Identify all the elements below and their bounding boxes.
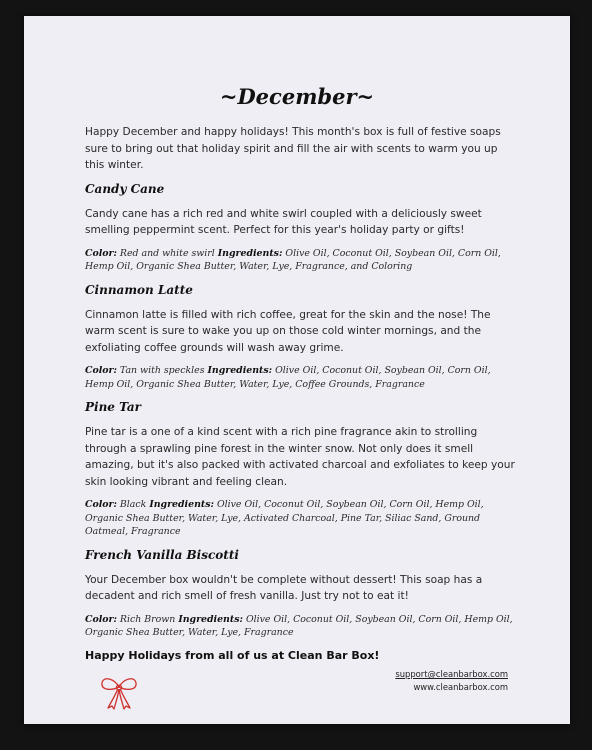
soap-section-pine-tar [85,400,517,539]
soap-section-french-vanilla-biscotti [85,548,517,640]
soap-description: Your December box wouldn't be complete without dessert! This soap has a decadent and rich smell of fresh vanilla. Just try not to eat it! [85,573,483,602]
intro-paragraph: Happy December and happy holidays! This month's box is full of festive soaps sure to bring out that holiday spirit and fill the air with scents to warm you up this winter. [85,126,501,171]
soap-heading: Pine Tar [85,400,141,414]
ingredients-label: Ingredients: [217,247,283,259]
soap-details [85,247,517,274]
soap-color: Red and white swirl [119,247,215,259]
soap-description: Candy cane has a rich red and white swirl coupled with a deliciously sweet smelling peppermint scent. Perfect for this year's holiday party or gifts! [85,207,482,236]
soap-description: Cinnamon latte is filled with rich coffee, great for the skin and the nose! The warm scent is sure to wake you up on those cold winter mornings, and the exfoliating coffee grounds will wash away grime. [85,308,491,354]
soap-section-candy-cane [85,182,517,274]
soap-heading: Cinnamon Latte [85,282,193,297]
soap-ingredients: Olive Oil, Coconut Oil, Soybean Oil, Corn Oil, Hemp Oil, Organic Shea Butter, Water, Lye, Fragrance [85,613,513,638]
ingredients-label: Ingredients: [149,499,214,510]
soap-ingredients: Olive Oil, Coconut Oil, Soybean Oil, Corn Oil, Hemp Oil, Organic Shea Butter, Water, Lye, Fragrance, and Coloring [85,247,501,272]
soap-color: Tan with speckles [119,365,205,376]
contact-email-link[interactable]: support@cleanbarbox.com [395,669,508,679]
color-label: Color: [85,247,117,259]
soap-details [85,364,517,391]
ingredients-label: Ingredients: [178,613,243,625]
ingredients-label: Ingredients: [207,365,273,376]
bow-icon [99,672,139,712]
soap-section-cinnamon-latte [85,283,517,392]
soap-details [85,498,517,539]
contact-block [395,668,508,694]
soap-color: Black [119,499,147,510]
page-title: ~December~ [219,84,375,109]
letter-body [85,124,517,649]
soap-ingredients: Olive Oil, Coconut Oil, Soybean Oil, Corn Oil, Hemp Oil, Organic Shea Butter, Water, Lye, Activated Charcoal, Pine Tar, Siliac Sand, Ground Oatmeal, Fragrance [85,499,484,537]
closing-line: Happy Holidays from all of us at Clean Bar Box! [85,649,380,662]
color-label: Color: [85,613,117,625]
soap-color: Rich Brown [119,613,176,625]
soap-ingredients: Olive Oil, Coconut Oil, Soybean Oil, Corn Oil, Hemp Oil, Organic Shea Butter, Water, Lye, Coffee Grounds, Fragrance [85,365,491,390]
contact-website-link[interactable]: www.cleanbarbox.com [413,682,508,692]
color-label: Color: [85,499,117,510]
soap-details [85,613,517,640]
soap-heading: French Vanilla Biscotti [85,547,239,562]
soap-heading: Candy Cane [85,181,165,196]
letter-page [24,16,570,724]
color-label: Color: [85,365,117,376]
soap-description: Pine tar is a one of a kind scent with a rich pine fragrance akin to strolling through a sprawling pine forest in the winter snow. Not only does it smell amazing, but it's also packed with activated charcoal and exfoliates to keep your skin looking vibrant and feeling clean. [85,426,515,488]
